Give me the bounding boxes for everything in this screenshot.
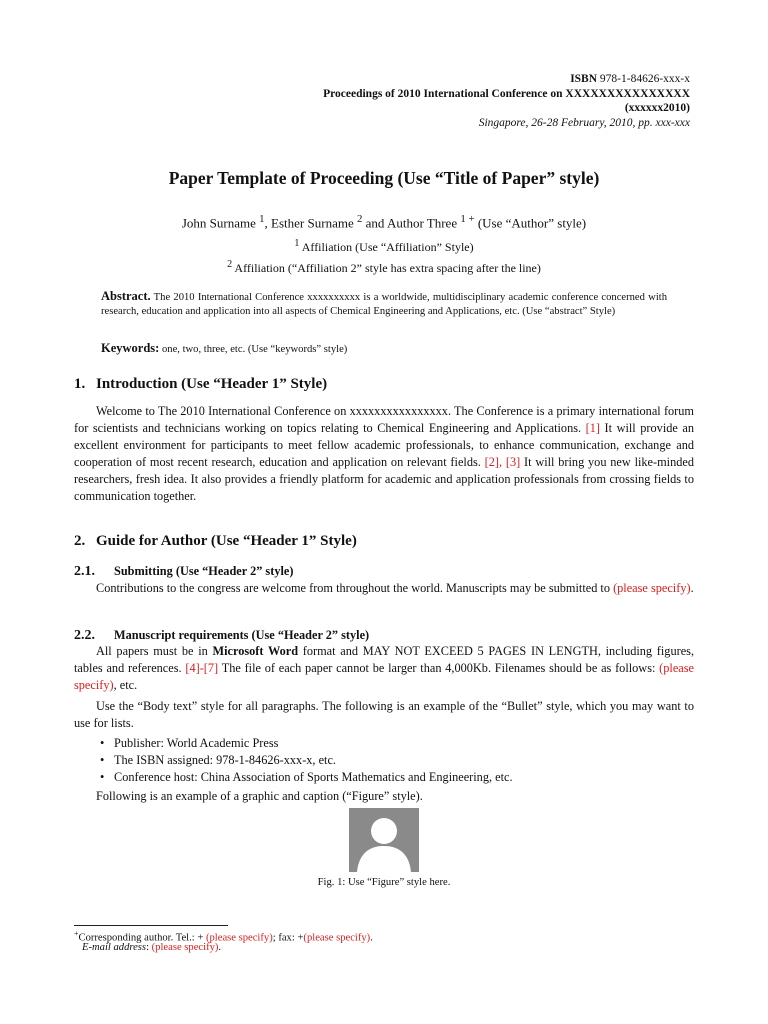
abstract-text: The 2010 International Conference xxxxxxxxxx is a worldwide, multidisciplinary academic conference concerned with research, education and application into all aspects of Chemical Engineering and Applications, etc. (Use “abstract” Style) — [101, 292, 667, 317]
section-2-1-title: Submitting (Use “Header 2” style) — [114, 564, 294, 578]
author-3: and Author Three — [362, 215, 461, 231]
footnote-divider — [74, 925, 228, 926]
section-1-text-c: It will bring you new like-minded researchers, fresh idea. It also provides a friendly platform for academic and application professionals from crossing fields to communication together. — [74, 455, 694, 503]
microsoft-word-bold: Microsoft Word — [212, 644, 299, 658]
reference-4-7[interactable]: [4]-[7] — [185, 661, 219, 675]
abstract — [101, 289, 667, 319]
section-1-text-a: Welcome to The 2010 International Conference on xxxxxxxxxxxxxxxx. The Conference is a primary international forum for scientists and technicians working on topics relating to Chemical Engineering and Applications. — [74, 404, 694, 435]
footnote-email — [82, 942, 221, 953]
section-1-paragraph — [74, 403, 694, 505]
avatar-placeholder-icon — [349, 808, 419, 872]
reference-2-3[interactable]: [2], [3] — [484, 455, 521, 469]
affiliation-2 — [0, 259, 768, 276]
isbn-line — [570, 73, 690, 85]
email-end: . — [218, 942, 222, 953]
affiliation-1-text: Affiliation (Use “Affiliation” Style) — [299, 240, 474, 254]
bullet-text: The ISBN assigned: 978-1-84626-xxx-x, etc. — [114, 753, 336, 767]
section-1-heading — [74, 376, 327, 393]
conference-short-name: (xxxxxx2010) — [624, 102, 690, 114]
author-line — [0, 213, 768, 231]
list-item — [96, 769, 696, 786]
author-3-sup: 1 + — [460, 213, 475, 225]
section-2-heading — [74, 533, 357, 550]
list-item — [96, 735, 696, 752]
bullet-text: Conference host: China Association of Sports Mathematics and Engineering, etc. — [114, 770, 513, 784]
section-2-number: 2. — [74, 533, 86, 549]
please-specify-email: (please specify) — [151, 942, 219, 953]
author-2: , Esther Surname — [264, 215, 357, 231]
bullet-intro-paragraph: Use the “Body text” style for all paragraphs. The following is an example of the “Bullet” style, which you may want to use for lists. — [74, 699, 694, 730]
footnote-tel: Corresponding author. Tel.: + — [78, 932, 206, 944]
please-specify-tel: (please specify) — [205, 932, 273, 944]
bullet-icon: • — [100, 736, 105, 750]
affiliation-1-sup: 1 — [294, 238, 300, 249]
section-2-2-text-a: All papers must be in — [96, 644, 213, 658]
section-1-text-b: It will provide an excellent environment for participants to meet fellow academic professionals, to enhance communication, exchange and cooperation of most recent research, education and application on relevant fields. — [74, 421, 694, 469]
bullet-icon: • — [100, 753, 105, 767]
venue-line: Singapore, 26-28 February, 2010, pp. xxx-xxx — [478, 117, 690, 129]
bullet-list — [96, 735, 696, 786]
paper-title: Paper Template of Proceeding (Use “Title of Paper” style) — [168, 168, 600, 188]
figure-intro-paragraph: Following is an example of a graphic and caption (“Figure” style). — [96, 789, 423, 803]
figure-caption: Fig. 1: Use “Figure” style here. — [317, 877, 451, 888]
author-style-note: (Use “Author” style) — [474, 215, 587, 231]
footnote-fax: ; fax: + — [272, 932, 304, 944]
section-2-1-number: 2.1. — [74, 564, 95, 579]
bullet-icon: • — [100, 770, 105, 784]
avatar-placeholder-svg — [349, 808, 419, 872]
section-1-number: 1. — [74, 376, 86, 392]
please-specify-submit: (please specify) — [613, 581, 691, 595]
keywords — [101, 341, 667, 356]
proceedings-line: Proceedings of 2010 International Conference on XXXXXXXXXXXXXXX — [323, 88, 690, 100]
keywords-text: one, two, three, etc. (Use “keywords” style) — [159, 344, 348, 355]
isbn-value: 978-1-84626-xxx-x — [597, 73, 690, 85]
abstract-label: Abstract. — [101, 289, 151, 303]
list-item — [96, 752, 696, 769]
author-1: John Surname — [181, 215, 260, 231]
please-specify-fax: (please specify) — [303, 932, 371, 944]
section-2-1-heading — [74, 562, 293, 580]
keywords-label: Keywords: — [101, 341, 160, 355]
section-2-1-text: Contributions to the congress are welcome from throughout the world. Manuscripts may be submitted to — [96, 581, 614, 595]
author-1-sup: 1 — [259, 213, 265, 225]
isbn-label: ISBN — [570, 73, 598, 85]
section-2-2-title: Manuscript requirements (Use “Header 2” style) — [114, 628, 370, 642]
section-2-2-paragraph — [74, 643, 694, 694]
affiliation-1 — [0, 238, 768, 255]
section-1-title: Introduction (Use “Header 1” Style) — [96, 376, 328, 392]
affiliation-2-text: Affiliation (“Affiliation 2” style has extra spacing after the line) — [232, 261, 541, 275]
reference-1[interactable]: [1] — [585, 421, 600, 435]
section-2-1-end: . — [690, 581, 694, 595]
section-2-2-number: 2.2. — [74, 628, 95, 643]
footnote-mark: + — [74, 929, 79, 938]
section-2-1-paragraph — [74, 580, 694, 597]
author-2-sup: 2 — [356, 213, 363, 225]
bullet-text: Publisher: World Academic Press — [114, 736, 279, 750]
section-2-2-text-d: , etc. — [113, 678, 138, 692]
section-2-2-text-c: The file of each paper cannot be larger than 4,000Kb. Filenames should be as follows: — [218, 661, 660, 675]
footnote-end: . — [370, 932, 373, 944]
please-specify-filenames: (please specify) — [74, 661, 694, 692]
email-separator: : — [146, 942, 152, 953]
section-2-title: Guide for Author (Use “Header 1” Style) — [96, 533, 357, 549]
email-label: E-mail address — [82, 942, 147, 953]
affiliation-2-sup: 2 — [227, 259, 233, 270]
section-2-2-text-b: format and MAY NOT EXCEED 5 PAGES IN LENGTH, including figures, tables and references. — [74, 644, 695, 675]
section-2-2-heading — [74, 626, 369, 644]
